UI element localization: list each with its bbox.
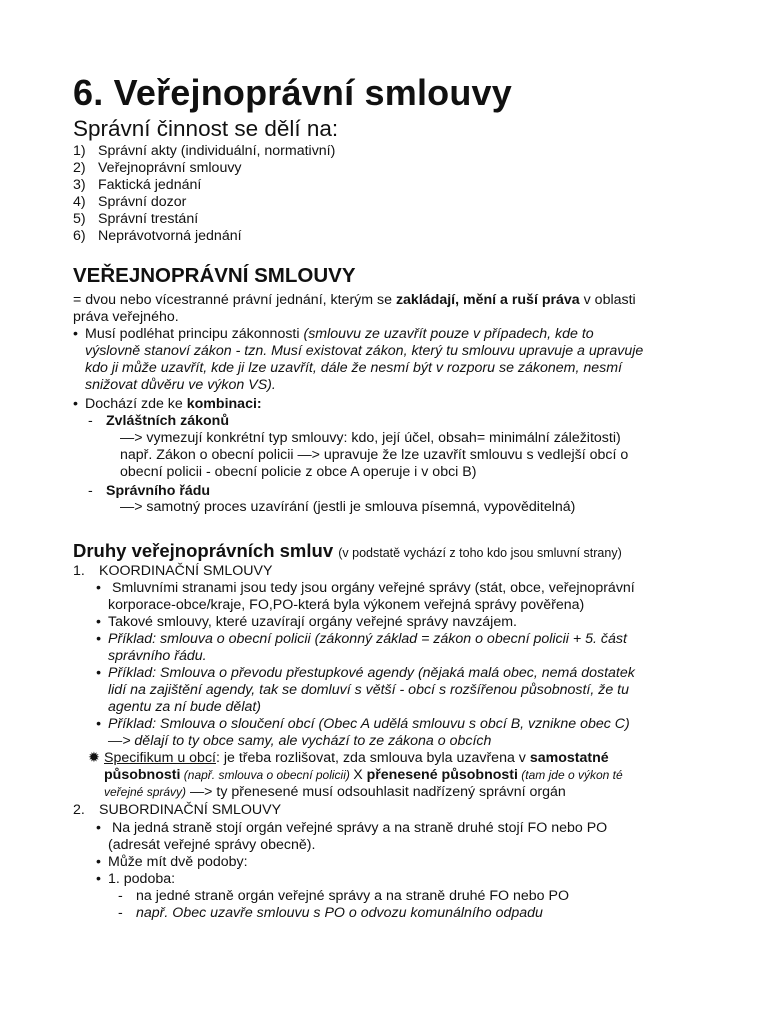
list-number: 6): [73, 228, 86, 244]
point-text: 1. podoba:: [108, 871, 176, 887]
list-number: 4): [73, 194, 86, 210]
dash-icon: -: [118, 888, 123, 904]
bullet-icon: •: [73, 396, 78, 412]
list-item: [73, 211, 335, 228]
bullet-icon: •: [96, 665, 101, 681]
point-italic: agentu za ní bude dělat): [108, 699, 262, 715]
definition-bold: zakládají, mění a ruší práva: [395, 292, 580, 308]
subordination-title: [73, 802, 281, 819]
specific-text: —> ty přenesené musí odsouhlasit nadřízený správní orgán: [186, 784, 566, 800]
bullet-icon: •: [96, 580, 101, 596]
bullet-icon: •: [96, 854, 101, 870]
specific-note: (např. smlouva o obecní policii): [180, 768, 354, 782]
subordination-points: [96, 820, 607, 888]
list-number: 1): [73, 143, 86, 159]
dash-icon: -: [118, 905, 123, 921]
sun-bullet-icon: ✹: [88, 750, 100, 766]
point-text: (adresát veřejné správy obecně).: [108, 837, 316, 853]
specific-text: : je třeba rozlišovat, zda smlouva byla uzavřena v: [215, 750, 530, 766]
detail-text: —> vymezují konkrétní typ smlouvy: kdo, její účel, obsah= minimální záležitosti): [120, 430, 621, 446]
point-italic: (smlouvu ze uzavřít pouze v případech, kde to: [303, 326, 594, 342]
point-text: Smluvními stranami jsou tedy jsou orgány veřejné správy (stát, obce, veřejnoprávní: [108, 580, 635, 596]
form-one-details: [118, 888, 569, 922]
point-italic: správního řádu.: [108, 648, 207, 664]
sub-title: Zvláštních zákonů: [106, 413, 229, 429]
section-heading: VEŘEJNOPRÁVNÍ SMLOUVY: [73, 264, 356, 287]
point-text: Dochází zde ke: [85, 396, 187, 412]
specific-text: X: [353, 767, 367, 783]
list-number: 5): [73, 211, 86, 227]
bullet-icon: •: [96, 716, 101, 732]
sub-title: SUBORDINAČNÍ SMLOUVY: [99, 802, 282, 818]
specific-note: veřejné správy): [104, 785, 187, 799]
list-number: 3): [73, 177, 86, 193]
detail-italic: např. Obec uzavře smlouvu s PO o odvozu komunálního odpadu: [136, 905, 543, 921]
types-heading: [73, 540, 622, 564]
sub-title: Správního řádu: [106, 483, 211, 499]
subtitle: Správní činnost se dělí na:: [73, 116, 339, 141]
detail-text: např. Zákon o obecní policii —> upravuje že lze uzavřít smlouvu s vedlejší obcí o: [120, 447, 629, 463]
point-italic: kdo ji může uzavřít, kde ji lze uzavřít, dále že nesmí být v rozporu se zákonem, nesmí: [85, 360, 622, 376]
definition-text: = dvou nebo vícestranné právní jednání, kterým se: [73, 292, 396, 308]
dash-icon: -: [88, 483, 93, 499]
activity-list: [73, 143, 335, 245]
list-item: [73, 228, 335, 245]
page-title: 6. Veřejnoprávní smlouvy: [73, 72, 512, 113]
list-text: Faktická jednání: [98, 177, 202, 193]
list-text: Správní akty (individuální, normativní): [98, 143, 336, 159]
point-italic: Příklad: Smlouva o sloučení obcí (Obec A udělá smlouvu s obcí B, vznikne obec C): [108, 716, 630, 732]
definition: [73, 292, 636, 326]
special-laws-item: [88, 413, 229, 430]
types-heading-note: (v podstatě vychází z toho kdo jsou smluvní strany): [338, 546, 622, 560]
specific-note: (tam jde o výkon té: [517, 768, 623, 782]
point-italic: —> dělají to ty obce samy, ale vychází to ze zákona o obcích: [108, 733, 492, 749]
list-item: [73, 177, 335, 194]
sub-title: KOORDINAČNÍ SMLOUVY: [99, 563, 273, 579]
list-number: 2.: [73, 802, 85, 818]
coordination-title: [73, 563, 272, 580]
list-text: Neprávotvorná jednání: [98, 228, 242, 244]
specific-bold: působnosti: [104, 767, 181, 783]
bullet-icon: •: [73, 326, 78, 342]
dash-icon: -: [88, 413, 93, 429]
detail-text: —> samotný proces uzavírání (jestli je smlouva písemná, vypověditelná): [120, 499, 576, 515]
definition-text: práva veřejného.: [73, 309, 179, 325]
bullet-icon: •: [96, 871, 101, 887]
bullet-icon: •: [96, 631, 101, 647]
admin-code-item: [88, 483, 210, 500]
bullet-icon: •: [96, 614, 101, 630]
specific-bold: přenesené působnosti: [366, 767, 518, 783]
special-laws-detail: [120, 430, 628, 481]
list-item: [73, 143, 335, 160]
combination-point: [73, 396, 262, 413]
definition-text: v oblasti: [579, 292, 636, 308]
bullet-icon: •: [96, 820, 101, 836]
list-text: Veřejnoprávní smlouvy: [98, 160, 242, 176]
list-number: 2): [73, 160, 86, 176]
detail-text: na jedné straně orgán veřejné správy a na straně druhé FO nebo PO: [136, 888, 569, 904]
point-italic: Příklad: Smlouva o převodu přestupkové agendy (nějaká malá obec, nemá dostatek: [108, 665, 635, 681]
admin-code-detail: [120, 499, 575, 516]
point-italic: výslovně stanoví zákon - tzn. Musí existovat zákon, který tu smlouvu upravuje a upravuje: [85, 343, 644, 359]
list-number: 1.: [73, 563, 85, 579]
list-item: [73, 194, 335, 211]
list-item: [73, 160, 335, 177]
specific-bold: samostatné: [529, 750, 609, 766]
point-text: Takové smlouvy, které uzavírají orgány veřejné správy navzájem.: [108, 614, 517, 630]
point-bold: kombinaci:: [186, 396, 262, 412]
point-italic: lidí na zajištění agendy, tak se domluví s větší - obcí s rozšířenou působností, že tu: [108, 682, 630, 698]
point-text: Na jedná straně stojí orgán veřejné správy a na straně druhé stojí FO nebo PO: [108, 820, 608, 836]
point-text: Musí podléhat principu zákonnosti: [85, 326, 304, 342]
specific-label: Specifikum u obcí: [104, 750, 216, 766]
municipal-specific: [88, 750, 623, 801]
list-text: Správní dozor: [98, 194, 187, 210]
point-italic: Příklad: smlouva o obecní policii (zákonný základ = zákon o obecní policii + 5. část: [108, 631, 627, 647]
list-text: Správní trestání: [98, 211, 199, 227]
detail-text: obecní policii - obecní policie z obce A operuje i v obci B): [120, 464, 477, 480]
point-text: korporace-obce/kraje, FO,PO-která byla výkonem veřejná správy pověřena): [108, 597, 585, 613]
legality-point: [73, 326, 643, 394]
coordination-points: [96, 580, 635, 750]
point-text: Může mít dvě podoby:: [108, 854, 248, 870]
types-heading-text: Druhy veřejnoprávních smluv: [73, 540, 334, 561]
point-italic: snižovat důvěru ve výkon VS).: [85, 377, 276, 393]
